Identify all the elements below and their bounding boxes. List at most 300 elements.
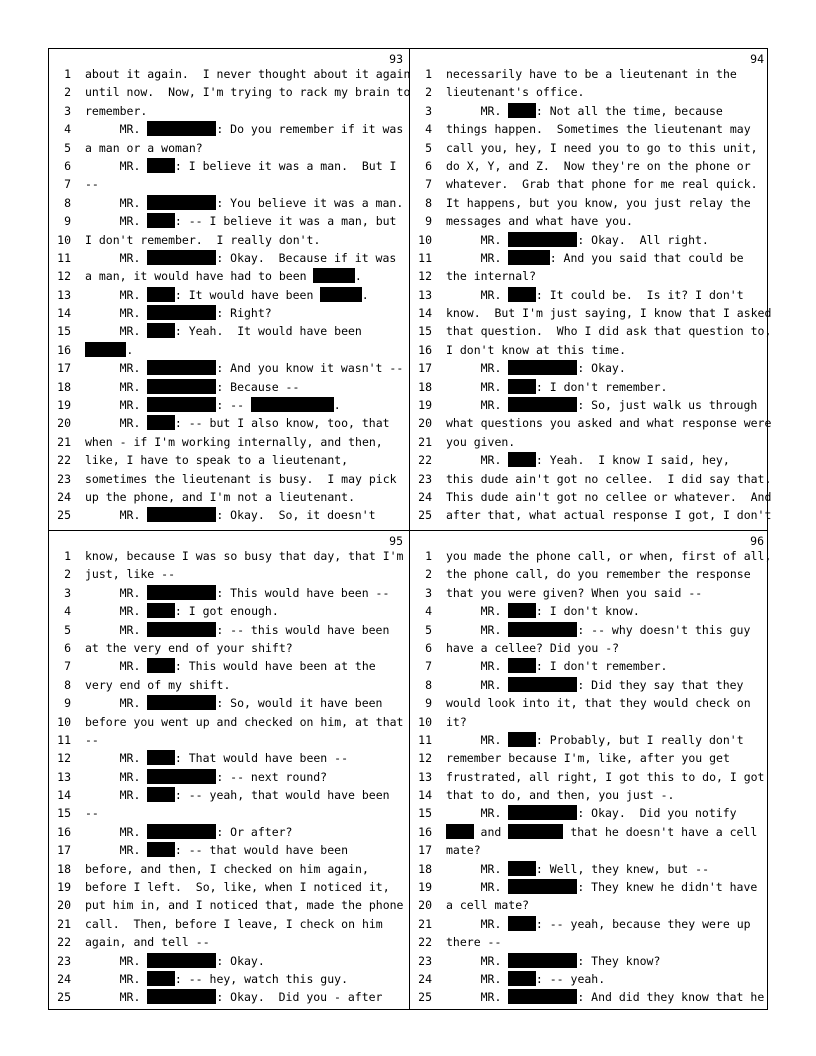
transcript-line [49,694,409,712]
transcript-line [410,841,770,859]
line-text: -- [85,177,99,192]
line-number: 15 [418,324,432,339]
redaction-box [508,603,536,618]
line-number: 11 [57,250,71,265]
line-text: MR. : It would have been . [85,287,369,302]
transcript-line [410,547,770,565]
line-number: 8 [64,195,71,210]
redaction-box [313,268,354,283]
transcript-line [49,341,409,359]
line-text: like, I have to speak to a lieutenant, [85,453,349,468]
line-text: MR. : Yeah. It would have been [85,324,362,339]
line-number: 23 [418,953,432,968]
line-text: MR. : Okay. Did you - after [85,990,383,1005]
transcript-line [49,988,409,1006]
line-number: 16 [57,824,71,839]
redaction-box [508,232,577,247]
transcript-line [410,139,770,157]
transcript-line [49,175,409,193]
line-number: 5 [64,622,71,637]
line-number: 20 [57,416,71,431]
line-text: I don't remember. I really don't. [85,232,321,247]
transcript-line [410,584,770,602]
redaction-box [508,916,536,931]
line-number: 13 [418,287,432,302]
transcript-line [410,157,770,175]
line-number: 6 [425,640,432,655]
line-number: 23 [57,953,71,968]
line-text: this dude ain't got no cellee. I did say that. [446,471,772,486]
line-text: necessarily have to be a lieutenant in the [446,67,737,81]
line-number: 18 [418,861,432,876]
line-number: 6 [64,640,71,655]
page-number: 93 [389,52,403,66]
line-number: 3 [425,585,432,600]
redaction-box [508,658,536,673]
transcript-line [410,676,770,694]
line-number: 21 [418,916,432,931]
line-number: 14 [418,306,432,321]
transcript-line [410,470,770,488]
transcript-line [410,657,770,675]
line-text: MR. : -- next round? [85,769,328,784]
line-text: that to do, and then, you just -. [446,788,675,803]
transcript-line [410,102,770,120]
transcript-line [410,194,770,212]
transcript-line [49,823,409,841]
transcript-line [410,621,770,639]
line-number: 24 [418,489,432,504]
transcript-page [49,531,409,1012]
transcript-line [49,621,409,639]
line-number: 25 [57,508,71,523]
line-text: you given. [446,434,516,449]
transcript-line [410,414,770,432]
transcript-line [410,768,770,786]
line-number: 24 [57,489,71,504]
redaction-box [508,861,536,876]
line-text: that you were given? When you said -- [446,585,703,600]
transcript-line [49,120,409,138]
transcript-line [49,359,409,377]
line-number: 14 [418,788,432,803]
page-number: 95 [389,534,403,548]
transcript-line [49,212,409,230]
line-text: MR. : I got enough. [85,604,279,619]
transcript-line [49,933,409,951]
line-text: MR. : Not all the time, because [446,103,723,118]
redaction-box [147,213,175,228]
transcript-line [49,584,409,602]
redaction-box [147,415,175,430]
line-number: 1 [64,67,71,81]
line-text: MR. : -- that would have been [85,843,348,858]
line-text: the internal? [446,269,537,284]
line-number: 6 [64,158,71,173]
line-text: call. Then, before I leave, I check on him [85,916,383,931]
line-number: 13 [418,769,432,784]
line-number: 13 [57,287,71,302]
line-number: 24 [418,971,432,986]
line-number: 21 [57,916,71,931]
line-number: 17 [57,843,71,858]
line-text: MR. : -- yeah, that would have been [85,788,390,803]
redaction-box [508,452,536,467]
line-number: 5 [425,140,432,155]
line-number: 11 [418,250,432,265]
line-text: very end of my shift. [85,677,231,692]
redaction-box [85,342,126,357]
line-text: about it again. I never thought about it again [85,67,411,81]
line-text: you made the phone call, or when, first of all, [446,549,772,563]
redaction-box [508,879,577,894]
line-number: 21 [418,434,432,449]
line-number: 4 [64,122,71,137]
line-number: 25 [418,990,432,1005]
line-text: mate? [446,843,481,858]
transcript-line [49,731,409,749]
line-number: 16 [418,824,432,839]
transcript-line [410,952,770,970]
line-number: 1 [425,549,432,563]
transcript-line [410,267,770,285]
line-text: at the very end of your shift? [85,640,293,655]
redaction-box [147,323,175,338]
line-text: whatever. Grab that phone for me real quick. [446,177,758,192]
line-number: 7 [425,177,432,192]
redaction-box [508,397,577,412]
line-number: 8 [64,677,71,692]
redaction-box [508,732,536,747]
transcript-line [49,396,409,414]
transcript-line [49,565,409,583]
line-text: and that he doesn't have a cell [446,823,757,841]
line-text: I don't know at this time. [446,342,627,357]
line-number: 18 [57,861,71,876]
line-text: MR. : -- but I also know, too, that [85,416,390,431]
redaction-box [147,953,216,968]
line-number: 6 [425,158,432,173]
line-number: 22 [418,935,432,950]
transcript-line [410,786,770,804]
line-number: 23 [57,471,71,486]
line-number: 16 [57,342,71,357]
transcript-line [49,65,409,83]
redaction-box [508,824,563,839]
transcript-line [49,83,409,101]
line-number: 10 [57,714,71,729]
transcript-line [410,304,770,322]
transcript-line [410,731,770,749]
line-number: 14 [57,306,71,321]
line-text: things happen. Sometimes the lieutenant may [446,122,751,137]
line-number: 4 [64,604,71,619]
line-text: MR. : So, would it have been [85,696,383,711]
redaction-box [147,824,216,839]
line-number: 17 [57,361,71,376]
line-number: 21 [57,434,71,449]
transcript-line [410,341,770,359]
line-number: 4 [425,604,432,619]
line-number: 9 [64,214,71,229]
line-text: -- [85,732,99,747]
line-text: MR. : -- yeah. [446,971,606,986]
line-text: frustrated, all right, I got this to do, I got [446,769,765,784]
transcript-line [49,470,409,488]
transcript-line [410,378,770,396]
transcript-page [49,49,409,530]
line-text: MR. : I don't remember. [446,379,668,394]
transcript-line [410,83,770,101]
line-number: 17 [418,843,432,858]
transcript-sheet [48,48,772,1010]
line-number: 20 [57,898,71,913]
line-text: it? [446,714,467,729]
line-text: know. But I'm just saying, I know that I asked [446,306,772,321]
transcript-line [410,231,770,249]
line-text: -- [85,806,99,821]
transcript-line [410,602,770,620]
redaction-box [147,379,216,394]
redaction-box [147,750,175,765]
line-number: 8 [425,195,432,210]
transcript-page [410,49,770,530]
redaction-box [147,695,216,710]
line-number: 15 [418,806,432,821]
line-text: a man or a woman? [85,140,203,155]
transcript-line [49,414,409,432]
line-text: MR. : Did they say that they [446,677,744,692]
line-text: . [85,341,133,359]
redaction-box [147,787,175,802]
line-text: MR. : Okay. Because if it was [85,250,397,265]
line-number: 22 [418,453,432,468]
line-number: 7 [64,659,71,674]
line-number: 5 [64,140,71,155]
redaction-box [147,842,175,857]
line-number: 12 [418,751,432,766]
line-number: 12 [57,269,71,284]
line-text: MR. : Well, they knew, but -- [446,861,709,876]
line-text: put him in, and I noticed that, made the phone [85,898,404,913]
transcript-line [49,952,409,970]
line-number: 9 [425,696,432,711]
line-text: remember because I'm, like, after you get [446,751,730,766]
transcript-line [410,359,770,377]
transcript-line [49,304,409,322]
redaction-box [508,677,577,692]
line-text: MR. : Yeah. I know I said, hey, [446,453,730,468]
line-text: remember. [85,103,148,118]
page-lines [49,547,409,1007]
transcript-line [410,896,770,914]
transcript-line [410,212,770,230]
redaction-box [147,769,216,784]
line-number: 24 [57,971,71,986]
line-text: MR. : So, just walk us through [446,398,758,413]
line-text: after that, what actual response I got, I don't [446,508,772,523]
line-number: 2 [425,85,432,100]
redaction-box [508,989,577,1004]
line-text: MR. : Okay. [446,361,626,376]
transcript-line [410,286,770,304]
line-number: 25 [418,508,432,523]
transcript-line [49,231,409,249]
line-text: MR. : Okay. So, it doesn't [85,508,376,523]
line-text: MR. : -- I believe it was a man, but [85,214,397,229]
line-text: until now. Now, I'm trying to rack my brain to [85,85,411,100]
line-number: 19 [57,398,71,413]
transcript-line [410,749,770,767]
page-lines [410,547,770,1007]
page-number: 94 [750,52,764,66]
line-number: 16 [418,342,432,357]
transcript-line [49,378,409,396]
transcript-line [49,488,409,506]
redaction-box [508,360,577,375]
line-text: MR. : Because -- [85,379,300,394]
transcript-line [410,506,770,524]
transcript-line [410,694,770,712]
line-text: MR. : -- why doesn't this guy [446,622,751,637]
line-number: 11 [418,732,432,747]
line-text: up the phone, and I'm not a lieutenant. [85,489,356,504]
transcript-line [410,970,770,988]
line-number: 2 [425,567,432,582]
redaction-box [147,507,216,522]
transcript-line [49,322,409,340]
line-text: before you went up and checked on him, at that [85,714,404,729]
transcript-line [49,451,409,469]
transcript-line [49,267,409,285]
transcript-line [49,878,409,896]
line-number: 25 [57,990,71,1005]
transcript-line [49,970,409,988]
line-text: MR. : Or after? [85,824,293,839]
page-number: 96 [750,534,764,548]
line-number: 23 [418,471,432,486]
line-text: MR. : Probably, but I really don't [446,732,744,747]
line-number: 20 [418,416,432,431]
redaction-box [147,971,175,986]
line-text: MR. : They knew he didn't have [446,880,758,895]
transcript-line [410,488,770,506]
transcript-line [49,639,409,657]
line-number: 15 [57,324,71,339]
transcript-line [49,896,409,914]
line-number: 15 [57,806,71,821]
redaction-box [508,805,577,820]
transcript-line [49,713,409,731]
line-text: MR. : Okay. Did you notify [446,806,737,821]
line-text: MR. : -- yeah, because they were up [446,916,751,931]
line-text: when - if I'm working internally, and then, [85,434,383,449]
line-text: have a cellee? Did you -? [446,640,620,655]
transcript-line [49,804,409,822]
redaction-box [147,121,216,136]
line-text: MR. : I don't remember. [446,659,668,674]
transcript-page [410,531,770,1012]
transcript-line [49,286,409,304]
redaction-box [508,953,577,968]
line-number: 14 [57,788,71,803]
line-number: 3 [64,103,71,118]
transcript-line [49,676,409,694]
redaction-box [508,379,536,394]
redaction-box [147,195,216,210]
line-text: the phone call, do you remember the response [446,567,751,582]
line-number: 19 [57,880,71,895]
redaction-box [147,989,216,1004]
redaction-box [147,603,175,618]
transcript-line [410,396,770,414]
line-number: 9 [64,696,71,711]
transcript-line [410,322,770,340]
line-text: MR. : That would have been -- [85,751,348,766]
line-number: 20 [418,898,432,913]
redaction-box [508,622,577,637]
transcript-line [410,249,770,267]
line-text: a man, it would have had to been . [85,269,362,284]
line-text: MR. : Right? [85,306,272,321]
redaction-box [508,250,549,265]
line-number: 2 [64,85,71,100]
line-number: 19 [418,398,432,413]
line-number: 1 [64,549,71,563]
line-number: 3 [64,585,71,600]
line-text: call you, hey, I need you to go to this unit, [446,140,758,155]
redaction-box [147,585,216,600]
transcript-line [410,823,770,841]
line-text: before, and then, I checked on him again, [85,861,369,876]
line-number: 7 [425,659,432,674]
line-text: a cell mate? [446,898,530,913]
line-text: MR. : I don't know. [446,604,640,619]
transcript-line [410,915,770,933]
redaction-box [147,397,216,412]
line-text: MR. : Okay. All right. [446,232,709,247]
redaction-box [147,250,216,265]
line-text: It happens, but you know, you just relay the [446,195,751,210]
redaction-box [147,287,175,302]
transcript-line [49,194,409,212]
transcript-line [49,506,409,524]
line-number: 9 [425,214,432,229]
transcript-line [49,249,409,267]
line-number: 19 [418,880,432,895]
redaction-box [251,397,334,412]
line-number: 10 [418,714,432,729]
line-text: would look into it, that they would check on [446,696,751,711]
line-number: 11 [57,732,71,747]
line-text: know, because I was so busy that day, that I'm [85,549,404,563]
line-number: 1 [425,67,432,81]
transcript-line [49,602,409,620]
line-text: MR. : It could be. Is it? I don't [446,287,744,302]
transcript-line [49,915,409,933]
line-text: MR. : And did they know that he [446,990,765,1005]
transcript-line [410,65,770,83]
redaction-box [147,622,216,637]
line-text: MR. : -- . [85,398,341,413]
line-text: again, and tell -- [85,935,210,950]
line-number: 18 [418,379,432,394]
transcript-line [49,768,409,786]
line-text: just, like -- [85,567,176,582]
page-lines [49,65,409,525]
redaction-box [320,287,361,302]
redaction-box [508,287,536,302]
